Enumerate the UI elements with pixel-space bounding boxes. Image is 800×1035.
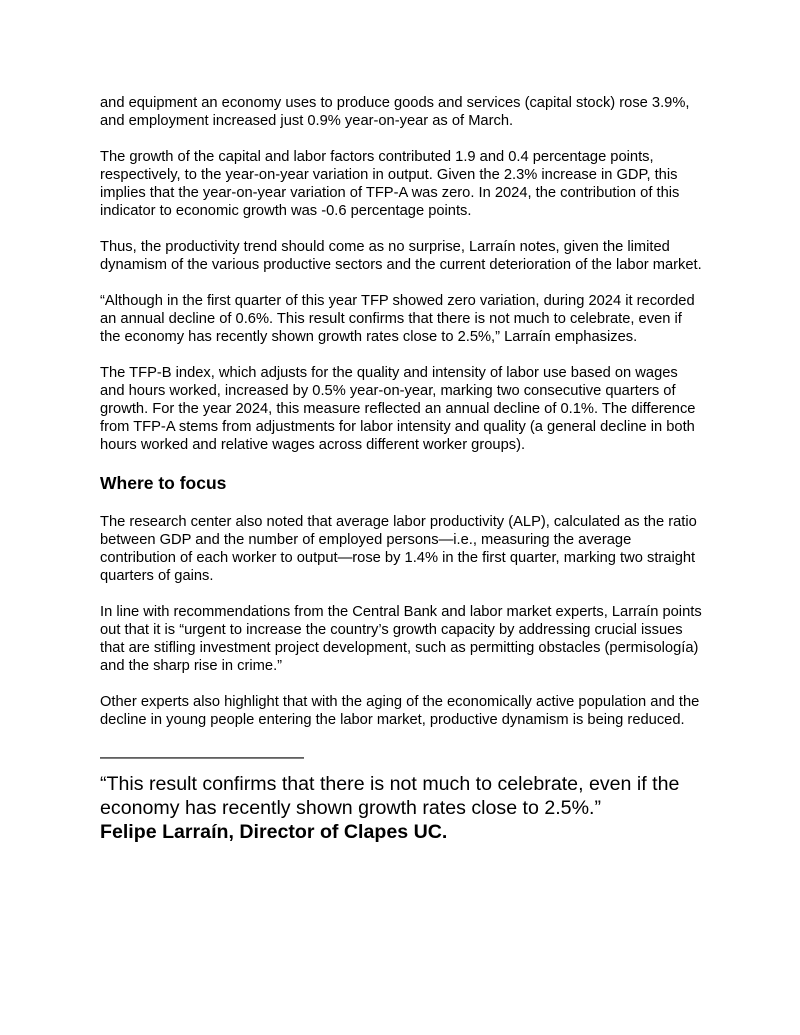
section-heading: Where to focus: [100, 473, 227, 493]
quote-attribution: Felipe Larraín, Director of Clapes UC.: [100, 821, 448, 843]
paragraph-larrain-quote: “Although in the first quarter of this year TFP showed zero variation, during 2024 it recorded an annual decline of 0.6%. This result confirms that there is not much to celebrate, even if the economy has recently shown growth rates close to 2.5%,” Larraín emphasizes.: [100, 293, 695, 345]
paragraph-productivity-trend: Thus, the productivity trend should come as no surprise, Larraín notes, given the limited dynamism of the various productive sectors and the current deterioration of the labor market.: [100, 239, 702, 273]
pull-quote: “This result confirms that there is not much to celebrate, even if the economy has recently shown growth rates close to 2.5%.”: [100, 773, 680, 819]
paragraph-aging-population: Other experts also highlight that with the aging of the economically active population and the decline in young people entering the labor market, productive dynamism is being reduced.: [100, 694, 700, 728]
paragraph-tfp-b: The TFP-B index, which adjusts for the quality and intensity of labor use based on wages and hours worked, increased by 0.5% year-on-year, marking two consecutive quarters of growth. For the year 2024, this measure reflected an annual decline of 0.1%. The difference from TFP-A stems from adjustments for labor intensity and quality (a general decline in both hours worked and relative wages across different worker groups).: [100, 365, 696, 453]
paragraph-alp: The research center also noted that average labor productivity (ALP), calculated as the ratio between GDP and the number of employed persons—i.e., measuring the average contribution of each worker to output—rose by 1.4% in the first quarter, marking two straight quarters of gains.: [100, 514, 697, 584]
paragraph-capital-stock: and equipment an economy uses to produce goods and services (capital stock) rose 3.9%, and employment increased just 0.9% year-on-year as of March.: [100, 95, 690, 129]
divider-line: ————————————: [100, 747, 304, 766]
paragraph-recommendations: In line with recommendations from the Central Bank and labor market experts, Larraín points out that it is “urgent to increase the country’s growth capacity by addressing crucial issues that are stifling investment project development, such as permitting obstacles (permisología) and the sharp rise in crime.”: [100, 604, 702, 674]
article-body: [100, 94, 703, 844]
paragraph-factor-contribution: The growth of the capital and labor factors contributed 1.9 and 0.4 percentage points, respectively, to the year-on-year variation in output. Given the 2.3% increase in GDP, this implies that the year-on-year variation of TFP-A was zero. In 2024, the contribution of this indicator to economic growth was -0.6 percentage points.: [100, 149, 680, 219]
